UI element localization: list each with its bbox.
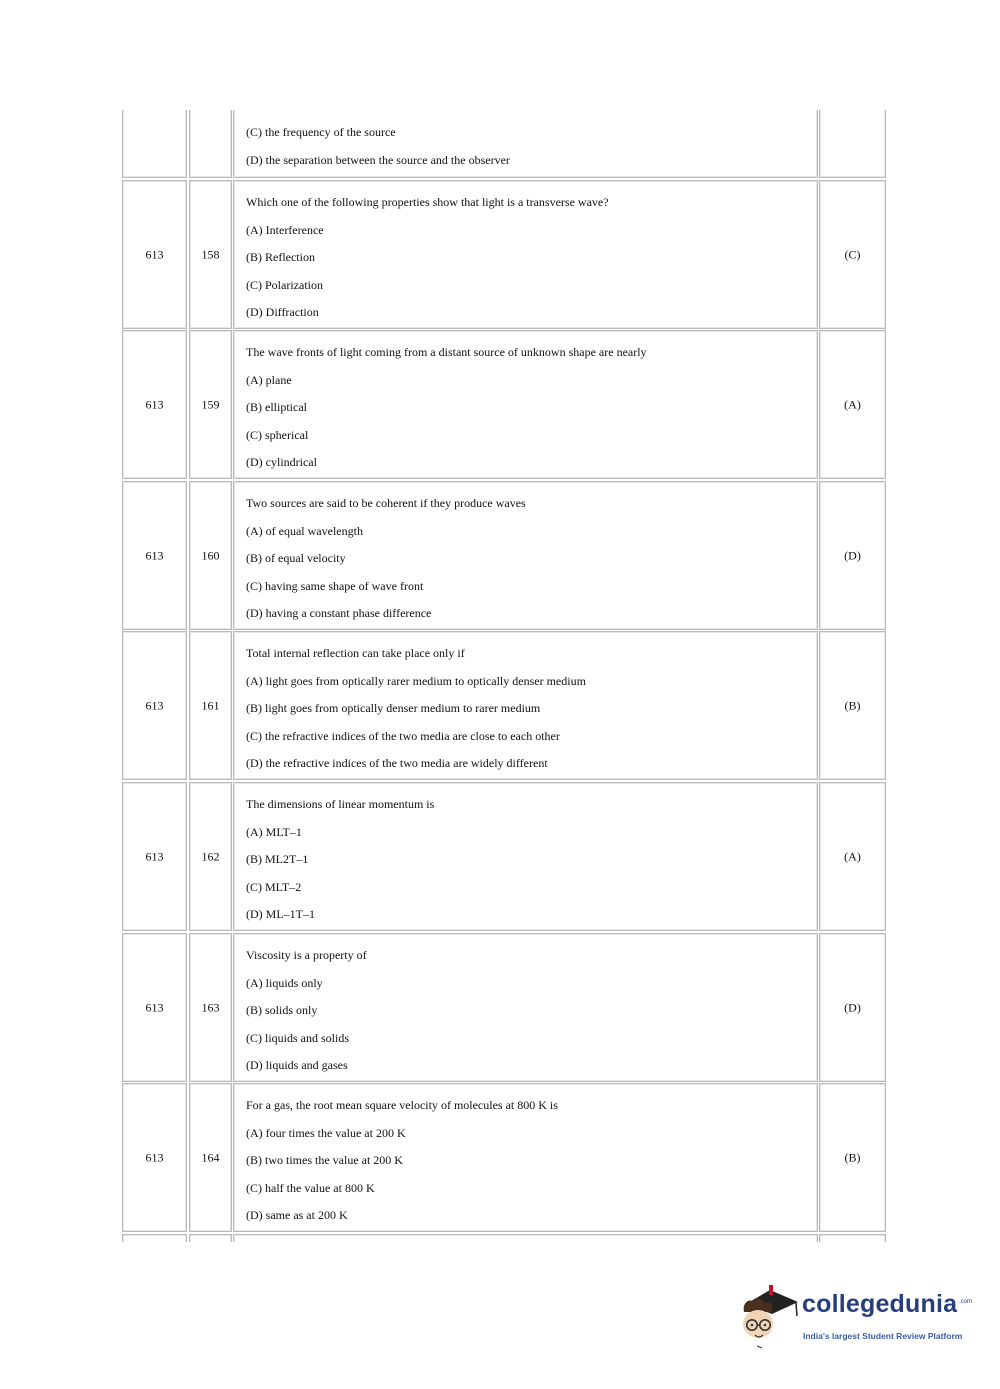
collegedunia-logo[interactable]	[740, 1282, 973, 1352]
question-cell	[233, 933, 818, 1082]
code-cell	[122, 782, 187, 931]
option-d: (D) ML–1T–1	[246, 907, 315, 922]
code-cell	[122, 933, 187, 1082]
answer-cell	[819, 481, 886, 630]
answer-cell	[819, 782, 886, 931]
option-a: (A) plane	[246, 372, 292, 387]
answer-key: (B)	[844, 1150, 861, 1164]
answer-key: (C)	[844, 247, 861, 261]
option-c: (C) spherical	[246, 427, 309, 442]
question-cell	[233, 481, 818, 630]
code-cell	[122, 481, 187, 630]
option-a: (A) liquids only	[246, 975, 323, 990]
table-row	[122, 782, 886, 931]
table-row	[122, 1083, 886, 1232]
option-c: (C) half the value at 800 K	[246, 1180, 375, 1195]
option-c: (C) the refractive indices of the two media are close to each other	[246, 728, 560, 743]
answer-key: (B)	[844, 698, 861, 712]
option-b: (B) ML2T–1	[246, 852, 309, 867]
option-c: (C) MLT–2	[246, 879, 302, 894]
question-cell	[233, 330, 818, 479]
question-text: Which one of the following properties show that light is a transverse wave?	[246, 195, 609, 209]
answer-cell	[819, 330, 886, 479]
option-b: (B) elliptical	[246, 400, 307, 415]
question-cell	[233, 782, 818, 931]
mascot-logo-icon	[740, 1282, 802, 1352]
option-a: (A) of equal wavelength	[246, 523, 363, 538]
option-b: (B) Reflection	[246, 250, 315, 265]
table-row	[122, 330, 886, 479]
question-number: 162	[201, 849, 220, 863]
option-b: (B) light goes from optically denser medium to rarer medium	[246, 701, 541, 716]
option-d: (D) same as at 200 K	[246, 1208, 348, 1223]
subject-code: 613	[145, 397, 164, 411]
option-c: (C) having same shape of wave front	[246, 578, 424, 593]
question-cell	[233, 1083, 818, 1232]
option-text: (D) the separation between the source and the observer	[246, 152, 510, 167]
answer-cell	[819, 933, 886, 1082]
code-cell	[122, 110, 187, 178]
question-text: Viscosity is a property of	[246, 948, 367, 962]
option-d: (D) liquids and gases	[246, 1058, 348, 1073]
question-text: Two sources are said to be coherent if they produce waves	[246, 496, 526, 510]
answer-cell	[819, 180, 886, 329]
subject-code: 613	[145, 849, 164, 863]
table-row	[122, 631, 886, 780]
option-d: (D) Diffraction	[246, 305, 319, 320]
number-cell	[189, 330, 232, 479]
logo-domain-suffix: .com	[959, 1299, 973, 1305]
code-cell	[122, 1234, 187, 1242]
question-number: 160	[201, 548, 220, 562]
option-a: (A) four times the value at 200 K	[246, 1125, 406, 1140]
number-cell	[189, 933, 232, 1082]
option-d: (D) having a constant phase difference	[246, 606, 432, 621]
question-number: 164	[201, 1150, 220, 1164]
question-text: The dimensions of linear momentum is	[246, 797, 435, 811]
table-row-stub	[122, 1234, 886, 1242]
code-cell	[122, 1083, 187, 1232]
question-text: Total internal reflection can take place only if	[246, 646, 465, 660]
option-c: (C) liquids and solids	[246, 1030, 350, 1045]
option-a: (A) MLT–1	[246, 824, 302, 839]
question-cell	[233, 1234, 818, 1242]
logo-tagline: India's largest Student Review Platform	[803, 1331, 963, 1341]
code-cell	[122, 180, 187, 329]
number-cell	[189, 110, 232, 178]
option-b: (B) solids only	[246, 1003, 318, 1018]
question-number: 158	[201, 247, 220, 261]
answer-key: (D)	[844, 1000, 861, 1014]
option-a: (A) light goes from optically rarer medium to optically denser medium	[246, 673, 586, 688]
subject-code: 613	[145, 548, 164, 562]
answer-key: (A)	[844, 397, 861, 411]
option-b: (B) two times the value at 200 K	[246, 1153, 403, 1168]
option-a: (A) Interference	[246, 222, 324, 237]
question-number: 163	[201, 1000, 220, 1014]
subject-code: 613	[145, 247, 164, 261]
question-text: The wave fronts of light coming from a distant source of unknown shape are nearly	[246, 345, 647, 359]
number-cell	[189, 180, 232, 329]
option-c: (C) Polarization	[246, 277, 323, 292]
table-row-continued	[122, 110, 886, 178]
number-cell	[189, 1083, 232, 1232]
logo-wordmark: collegedunia	[802, 1290, 958, 1318]
subject-code: 613	[145, 1000, 164, 1014]
table-row	[122, 933, 886, 1082]
question-cell	[233, 631, 818, 780]
option-b: (B) of equal velocity	[246, 551, 346, 566]
table-row	[122, 481, 886, 630]
question-number: 159	[201, 397, 220, 411]
answer-cell	[819, 1083, 886, 1232]
question-text: For a gas, the root mean square velocity of molecules at 800 K is	[246, 1098, 558, 1112]
number-cell	[189, 481, 232, 630]
option-d: (D) cylindrical	[246, 455, 317, 470]
answer-cell	[819, 1234, 886, 1242]
number-cell	[189, 1234, 232, 1242]
code-cell	[122, 330, 187, 479]
answer-cell	[819, 631, 886, 780]
option-text: (C) the frequency of the source	[246, 125, 396, 139]
question-number: 161	[201, 698, 220, 712]
answer-cell	[819, 110, 886, 178]
number-cell	[189, 631, 232, 780]
subject-code: 613	[145, 1150, 164, 1164]
question-cell	[233, 180, 818, 329]
table-row	[122, 180, 886, 329]
subject-code: 613	[145, 698, 164, 712]
answer-key: (A)	[844, 849, 861, 863]
option-d: (D) the refractive indices of the two media are widely different	[246, 756, 548, 771]
code-cell	[122, 631, 187, 780]
question-cell	[233, 110, 818, 178]
answer-key: (D)	[844, 548, 861, 562]
number-cell	[189, 782, 232, 931]
